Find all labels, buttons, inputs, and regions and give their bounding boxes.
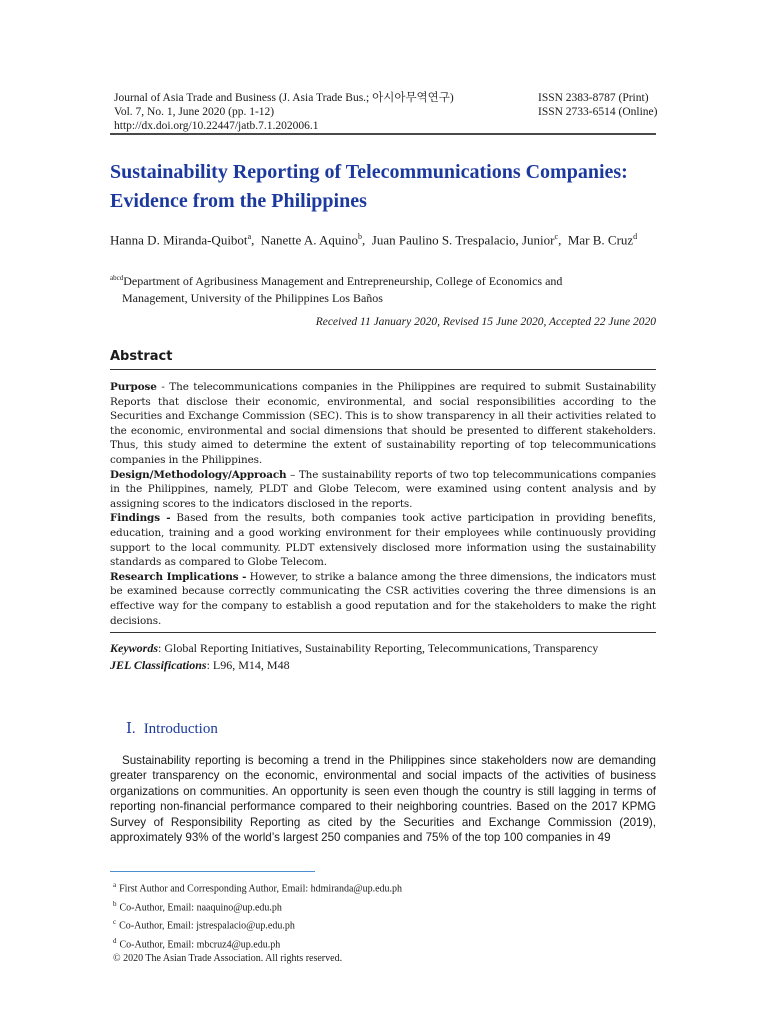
footnote-divider bbox=[110, 871, 315, 872]
introduction-text bbox=[110, 753, 656, 845]
affiliation bbox=[110, 270, 630, 307]
intro-paragraph: Sustainability reporting is becoming a trend in the Philippines since stakeholders now are demanding greater transparency on the economic, environmental and social impacts of the activities of business organizations on communities. An opportunity is seen even though the country is still lagging in terms of reporting non-financial performance compared to their neighboring countries. Based on the 2017 KPMG Survey of Responsibility Reporting as cited by the Securities and Exchange Commission (2019), approximately 93% of the world’s largest 250 companies and 75% of the top 100 companies in 49 bbox=[110, 754, 656, 845]
design-label: Design/Methodology/Approach bbox=[110, 468, 287, 481]
findings-label: Findings - bbox=[110, 512, 171, 525]
author-mark: d bbox=[633, 232, 638, 241]
abstract-implications: Research Implications - However, to strike a balance among the three dimensions, the indicators must be examined because correctly communicating the CSR activities covering the three dimensions is an effective way for the company to establish a good reputation and for the stakeholders to make the right decisions. bbox=[110, 570, 657, 627]
author-name: Hanna D. Miranda-Quibot bbox=[110, 232, 248, 248]
section-title: Introduction bbox=[143, 721, 218, 737]
copyright-notice: © 2020 The Asian Trade Association. All rights reserved. bbox=[113, 953, 343, 965]
abstract-bottom-rule bbox=[110, 632, 656, 633]
abstract-purpose: Purpose - The telecommunications companies in the Philippines are required to submit Sustainability Reports that disclose their economic, environmental, and social responsibilities according to the Securities and Exchange Commission (SEC). This is to show transparency in all their activities related to the economic, environmental and social dimensions that should be presented to different stakeholders. Thus, this study aimed to determine the extent of sustainability reporting of top telecommunications companies in the Philippines. bbox=[110, 381, 656, 466]
author-list: Hanna D. Miranda-Quibot$^a$, Nanette A. Aquino$^b$, Juan Paulino S. Trespalacio, Junior$^c$, Mar B. Cruz$^d$ bbox=[110, 232, 638, 248]
jel-value: : L96, M14, M48 bbox=[206, 658, 290, 672]
author-mark: b bbox=[358, 232, 363, 241]
affiliation-line-2: Management, University of the Philippines Los Baños bbox=[122, 291, 383, 305]
footnote-item: $^c$ Co-Author, Email: jstrespalacio@up.edu.ph bbox=[113, 918, 295, 932]
footnote-item: $^a$ First Author and Corresponding Author, Email: hdmiranda@up.edu.ph bbox=[113, 881, 403, 895]
journal-volume: Vol. 7, No. 1, June 2020 (pp. 1-12) bbox=[114, 106, 275, 118]
abstract-design: Design/Methodology/Approach – The sustainability reports of two top telecommunications companies in the Philippines, namely, PLDT and Globe Telecom, were examined using content analysis and by assigning scores to the indicators disclosed in the reports. bbox=[110, 468, 656, 510]
issn-online: ISSN 2733-6514 (Online) bbox=[538, 106, 658, 118]
footnote-item: $^b$ Co-Author, Email: naaquino@up.edu.ph bbox=[113, 899, 282, 913]
abstract-body bbox=[110, 380, 656, 628]
keywords-label: Keywords bbox=[110, 641, 158, 655]
footnote-item: $^d$ Co-Author, Email: mbcruz4@up.edu.ph bbox=[113, 936, 281, 950]
implications-label: Research Implications - bbox=[110, 570, 247, 583]
purpose-label: Purpose bbox=[110, 381, 157, 393]
keywords-value: : Global Reporting Initiatives, Sustainability Reporting, Telecommunications, Transparency bbox=[158, 641, 599, 655]
received-dates: Received 11 January 2020, Revised 15 June 2020, Accepted 22 June 2020 bbox=[315, 316, 656, 328]
abstract-findings: Findings - Based from the results, both companies took active participation in providing benefits, education, training and a good working environment for their employees while continuously providing support to the local community. PLDT extensively disclosed more information using the sustainability standards as compared to Globe Telecom. bbox=[110, 512, 656, 569]
abstract-heading: Abstract bbox=[110, 349, 173, 364]
issn-block bbox=[538, 91, 657, 119]
author-name: Mar B. Cruz bbox=[567, 232, 634, 248]
jel-label: JEL Classifications bbox=[110, 658, 207, 672]
issn-print: ISSN 2383-8787 (Print) bbox=[538, 92, 649, 104]
title-line-1: Sustainability Reporting of Telecommunications Companies: bbox=[110, 161, 628, 183]
author-name: Juan Paulino S. Trespalacio, Junior bbox=[371, 232, 555, 248]
section-heading-introduction bbox=[126, 719, 218, 738]
author-mark: a bbox=[247, 232, 252, 241]
paper-title bbox=[110, 158, 670, 216]
affiliation-line-1: Department of Agribusiness Management and Entrepreneurship, College of Economics and bbox=[123, 274, 563, 288]
title-line-2: Evidence from the Philippines bbox=[110, 190, 367, 212]
journal-header bbox=[114, 91, 454, 133]
footnotes bbox=[113, 878, 402, 966]
header-divider bbox=[110, 133, 656, 135]
section-number: Ⅰ. bbox=[126, 721, 136, 737]
author-name: Nanette A. Aquino bbox=[260, 232, 359, 248]
author-mark: c bbox=[554, 232, 559, 241]
keywords-block bbox=[110, 640, 670, 674]
abstract-top-rule bbox=[110, 369, 656, 370]
affiliation-marks: abcd bbox=[110, 274, 124, 282]
journal-name: Journal of Asia Trade and Business (J. Asia Trade Bus.; 아시아무역연구) bbox=[114, 92, 454, 104]
doi-link[interactable]: http://dx.doi.org/10.22447/jatb.7.1.202006.1 bbox=[114, 120, 319, 132]
